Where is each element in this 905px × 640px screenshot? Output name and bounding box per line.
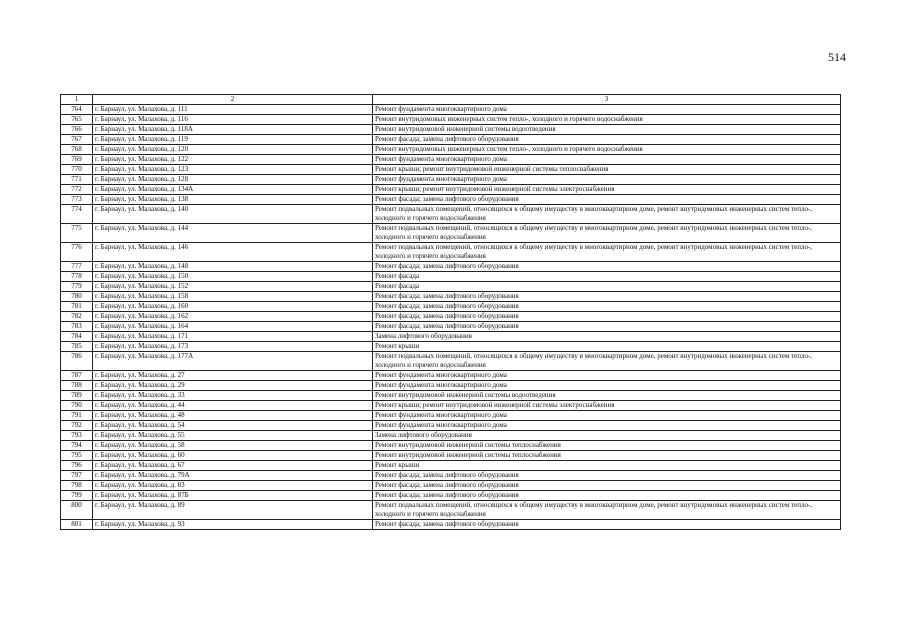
row-number-cell: 767 xyxy=(61,135,93,145)
table-row xyxy=(61,272,841,282)
table-row xyxy=(61,322,841,332)
table-row xyxy=(61,421,841,431)
address-cell: г. Барнаул, ул. Малахова, д. 128 xyxy=(93,175,373,185)
row-number-cell: 774 xyxy=(61,205,93,224)
address-cell: г. Барнаул, ул. Малахова, д. 177А xyxy=(93,352,373,371)
table-row xyxy=(61,185,841,195)
address-cell: г. Барнаул, ул. Малахова, д. 171 xyxy=(93,332,373,342)
work-description-cell: Замена лифтового оборудования xyxy=(373,332,841,342)
work-description-cell: Ремонт внутридомовых инженерных систем тепло-, холодного и горячего водоснабжения xyxy=(373,115,841,125)
table-row xyxy=(61,481,841,491)
table-row xyxy=(61,175,841,185)
row-number-cell: 768 xyxy=(61,145,93,155)
row-number-cell: 796 xyxy=(61,461,93,471)
row-number-cell: 790 xyxy=(61,401,93,411)
row-number-cell: 785 xyxy=(61,342,93,352)
address-cell: г. Барнаул, ул. Малахова, д. 118А xyxy=(93,125,373,135)
address-cell: г. Барнаул, ул. Малахова, д. 152 xyxy=(93,282,373,292)
address-cell: г. Барнаул, ул. Малахова, д. 67 xyxy=(93,461,373,471)
address-cell: г. Барнаул, ул. Малахова, д. 173 xyxy=(93,342,373,352)
row-number-cell: 797 xyxy=(61,471,93,481)
table-row xyxy=(61,312,841,322)
work-description-cell: Ремонт подвальных помещений, относящихся к общему имуществу в многоквартирном доме, ремонт внутридомовых инженерных систем тепло-, холодного и горячего водоснабжения xyxy=(373,501,841,520)
work-description-cell: Ремонт внутридомовых инженерных систем тепло-, холодного и горячего водоснабжения xyxy=(373,145,841,155)
address-cell: г. Барнаул, ул. Малахова, д. 55 xyxy=(93,431,373,441)
address-cell: г. Барнаул, ул. Малахова, д. 150 xyxy=(93,272,373,282)
row-number-cell: 792 xyxy=(61,421,93,431)
address-cell: г. Барнаул, ул. Малахова, д. 140 xyxy=(93,205,373,224)
table-row xyxy=(61,145,841,155)
row-number-cell: 788 xyxy=(61,381,93,391)
address-cell: г. Барнаул, ул. Малахова, д. 33 xyxy=(93,391,373,401)
table-row xyxy=(61,381,841,391)
row-number-cell: 787 xyxy=(61,371,93,381)
address-cell: г. Барнаул, ул. Малахова, д. 123 xyxy=(93,165,373,175)
work-description-cell: Ремонт фасада; замена лифтового оборудования xyxy=(373,322,841,332)
address-cell: г. Барнаул, ул. Малахова, д. 160 xyxy=(93,302,373,312)
row-number-cell: 769 xyxy=(61,155,93,165)
work-description-cell: Ремонт подвальных помещений, относящихся к общему имуществу в многоквартирном доме, ремонт внутридомовых инженерных систем тепло-, холодного и горячего водоснабжения xyxy=(373,205,841,224)
work-description-cell: Ремонт фасада; замена лифтового оборудования xyxy=(373,195,841,205)
work-description-cell: Ремонт фундамента многоквартирного дома xyxy=(373,105,841,115)
work-description-cell: Ремонт внутридомовой инженерной системы теплоснабжения xyxy=(373,441,841,451)
address-cell: г. Барнаул, ул. Малахова, д. 119 xyxy=(93,135,373,145)
address-cell: г. Барнаул, ул. Малахова, д. 87Б xyxy=(93,491,373,501)
table-row xyxy=(61,451,841,461)
address-cell: г. Барнаул, ул. Малахова, д. 48 xyxy=(93,411,373,421)
table-row xyxy=(61,115,841,125)
table-row xyxy=(61,520,841,530)
table-row xyxy=(61,332,841,342)
table-row xyxy=(61,205,841,224)
row-number-cell: 772 xyxy=(61,185,93,195)
row-number-cell: 798 xyxy=(61,481,93,491)
table-row xyxy=(61,342,841,352)
address-cell: г. Барнаул, ул. Малахова, д. 148 xyxy=(93,262,373,272)
header-row xyxy=(61,95,841,105)
work-description-cell: Ремонт крыши xyxy=(373,342,841,352)
row-number-cell: 779 xyxy=(61,282,93,292)
row-number-cell: 784 xyxy=(61,332,93,342)
row-number-cell: 795 xyxy=(61,451,93,461)
work-description-cell: Ремонт фундамента многоквартирного дома xyxy=(373,411,841,421)
row-number-cell: 766 xyxy=(61,125,93,135)
table-row xyxy=(61,471,841,481)
address-cell: г. Барнаул, ул. Малахова, д. 120 xyxy=(93,145,373,155)
row-number-cell: 801 xyxy=(61,520,93,530)
row-number-cell: 783 xyxy=(61,322,93,332)
column-header-address: 2 xyxy=(93,95,373,105)
table-row xyxy=(61,224,841,243)
table-row xyxy=(61,135,841,145)
work-description-cell: Ремонт фасада; замена лифтового оборудования xyxy=(373,292,841,302)
page-number: 514 xyxy=(828,50,846,64)
work-description-cell: Замена лифтового оборудования xyxy=(373,431,841,441)
address-cell: г. Барнаул, ул. Малахова, д. 122 xyxy=(93,155,373,165)
address-cell: г. Барнаул, ул. Малахова, д. 89 xyxy=(93,501,373,520)
work-description-cell: Ремонт внутридомовой инженерной системы водоотведения xyxy=(373,391,841,401)
table-header xyxy=(61,95,841,105)
work-description-cell: Ремонт фундамента многоквартирного дома xyxy=(373,381,841,391)
row-number-cell: 764 xyxy=(61,105,93,115)
row-number-cell: 800 xyxy=(61,501,93,520)
work-description-cell: Ремонт фасада; замена лифтового оборудования xyxy=(373,471,841,481)
address-cell: г. Барнаул, ул. Малахова, д. 83 xyxy=(93,481,373,491)
table-row xyxy=(61,125,841,135)
work-description-cell: Ремонт фасада; замена лифтового оборудования xyxy=(373,302,841,312)
address-cell: г. Барнаул, ул. Малахова, д. 27 xyxy=(93,371,373,381)
work-description-cell: Ремонт крыши; ремонт внутридомовой инженерной системы электроснабжения xyxy=(373,401,841,411)
table-row xyxy=(61,262,841,272)
work-description-cell: Ремонт фундамента многоквартирного дома xyxy=(373,421,841,431)
row-number-cell: 777 xyxy=(61,262,93,272)
table-row xyxy=(61,411,841,421)
work-description-cell: Ремонт фундамента многоквартирного дома xyxy=(373,175,841,185)
work-description-cell: Ремонт фасада; замена лифтового оборудования xyxy=(373,491,841,501)
address-cell: г. Барнаул, ул. Малахова, д. 58 xyxy=(93,441,373,451)
row-number-cell: 780 xyxy=(61,292,93,302)
address-cell: г. Барнаул, ул. Малахова, д. 111 xyxy=(93,105,373,115)
work-description-cell: Ремонт крыши; ремонт внутридомовой инженерной системы теплоснабжения xyxy=(373,165,841,175)
work-description-cell: Ремонт подвальных помещений, относящихся к общему имуществу в многоквартирном доме, ремонт внутридомовых инженерных систем тепло-, холодного и горячего водоснабжения xyxy=(373,352,841,371)
table-row xyxy=(61,282,841,292)
work-description-cell: Ремонт подвальных помещений, относящихся к общему имуществу в многоквартирном доме, ремонт внутридомовых инженерных систем тепло-, холодного и горячего водоснабжения xyxy=(373,224,841,243)
work-description-cell: Ремонт фасада xyxy=(373,282,841,292)
table-row xyxy=(61,105,841,115)
work-description-cell: Ремонт фасада; замена лифтового оборудования xyxy=(373,262,841,272)
row-number-cell: 775 xyxy=(61,224,93,243)
address-cell: г. Барнаул, ул. Малахова, д. 29 xyxy=(93,381,373,391)
table-row xyxy=(61,155,841,165)
table-row xyxy=(61,491,841,501)
row-number-cell: 789 xyxy=(61,391,93,401)
table-row xyxy=(61,401,841,411)
row-number-cell: 793 xyxy=(61,431,93,441)
row-number-cell: 771 xyxy=(61,175,93,185)
work-description-cell: Ремонт фасада; замена лифтового оборудования xyxy=(373,481,841,491)
work-description-cell: Ремонт внутридомовой инженерной системы водоотведения xyxy=(373,125,841,135)
table-row xyxy=(61,292,841,302)
address-cell: г. Барнаул, ул. Малахова, д. 146 xyxy=(93,243,373,262)
table-row xyxy=(61,501,841,520)
row-number-cell: 794 xyxy=(61,441,93,451)
work-description-cell: Ремонт фундамента многоквартирного дома xyxy=(373,155,841,165)
table-row xyxy=(61,391,841,401)
address-cell: г. Барнаул, ул. Малахова, д. 116 xyxy=(93,115,373,125)
table-row xyxy=(61,431,841,441)
table-row xyxy=(61,165,841,175)
column-header-work: 3 xyxy=(373,95,841,105)
table-row xyxy=(61,371,841,381)
row-number-cell: 799 xyxy=(61,491,93,501)
column-header-number: 1 xyxy=(61,95,93,105)
row-number-cell: 765 xyxy=(61,115,93,125)
row-number-cell: 776 xyxy=(61,243,93,262)
address-cell: г. Барнаул, ул. Малахова, д. 164 xyxy=(93,322,373,332)
table-row xyxy=(61,461,841,471)
work-description-cell: Ремонт фасада; замена лифтового оборудования xyxy=(373,312,841,322)
address-cell: г. Барнаул, ул. Малахова, д. 134А xyxy=(93,185,373,195)
work-description-cell: Ремонт крыши xyxy=(373,461,841,471)
row-number-cell: 782 xyxy=(61,312,93,322)
work-description-cell: Ремонт внутридомовой инженерной системы теплоснабжения xyxy=(373,451,841,461)
address-cell: г. Барнаул, ул. Малахова, д. 162 xyxy=(93,312,373,322)
work-description-cell: Ремонт фасада; замена лифтового оборудования xyxy=(373,520,841,530)
work-description-cell: Ремонт фасада xyxy=(373,272,841,282)
work-description-cell: Ремонт фасада; замена лифтового оборудования xyxy=(373,135,841,145)
row-number-cell: 791 xyxy=(61,411,93,421)
address-cell: г. Барнаул, ул. Малахова, д. 44 xyxy=(93,401,373,411)
address-cell: г. Барнаул, ул. Малахова, д. 93 xyxy=(93,520,373,530)
table-row xyxy=(61,441,841,451)
address-cell: г. Барнаул, ул. Малахова, д. 79А xyxy=(93,471,373,481)
work-description-cell: Ремонт крыши; ремонт внутридомовой инженерной системы электроснабжения xyxy=(373,185,841,195)
address-cell: г. Барнаул, ул. Малахова, д. 138 xyxy=(93,195,373,205)
row-number-cell: 786 xyxy=(61,352,93,371)
address-cell: г. Барнаул, ул. Малахова, д. 144 xyxy=(93,224,373,243)
table-body xyxy=(61,105,841,530)
work-description-cell: Ремонт подвальных помещений, относящихся к общему имуществу в многоквартирном доме, ремонт внутридомовых инженерных систем тепло-, холодного и горячего водоснабжения xyxy=(373,243,841,262)
work-description-cell: Ремонт фундамента многоквартирного дома xyxy=(373,371,841,381)
repair-registry-table xyxy=(60,94,841,530)
table-row xyxy=(61,243,841,262)
address-cell: г. Барнаул, ул. Малахова, д. 54 xyxy=(93,421,373,431)
row-number-cell: 781 xyxy=(61,302,93,312)
table-row xyxy=(61,302,841,312)
row-number-cell: 770 xyxy=(61,165,93,175)
row-number-cell: 778 xyxy=(61,272,93,282)
address-cell: г. Барнаул, ул. Малахова, д. 60 xyxy=(93,451,373,461)
row-number-cell: 773 xyxy=(61,195,93,205)
table-row xyxy=(61,195,841,205)
address-cell: г. Барнаул, ул. Малахова, д. 158 xyxy=(93,292,373,302)
table-row xyxy=(61,352,841,371)
